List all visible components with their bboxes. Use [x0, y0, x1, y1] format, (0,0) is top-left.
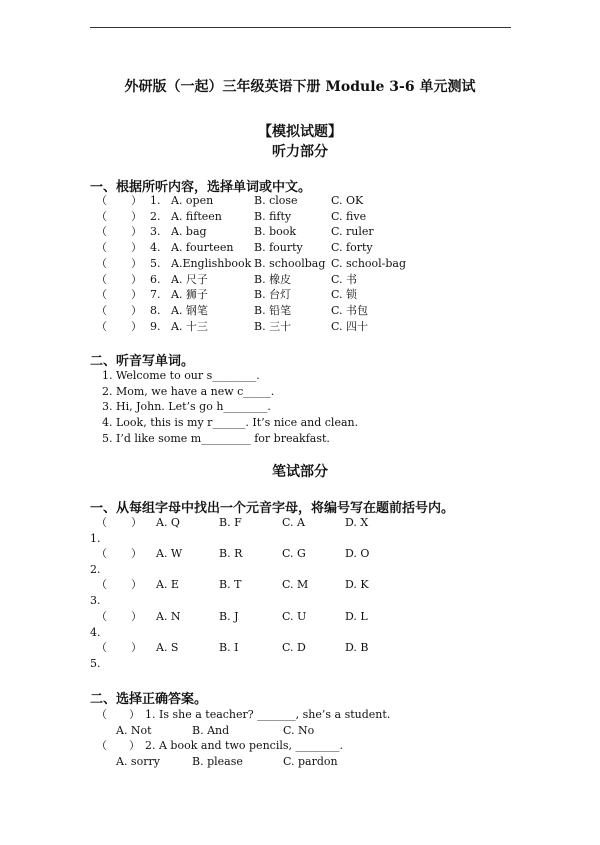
option-b: B. F [219, 516, 242, 529]
option-b: B. fifty [254, 209, 292, 223]
answer-bracket-open: （ [96, 209, 107, 223]
option-b: B. please [192, 755, 243, 768]
option-a: A. sorry [116, 755, 160, 768]
option-b: B. 台灯 [254, 288, 292, 302]
option-c: C. 书 [331, 272, 358, 286]
answer-bracket-open: （ [96, 547, 107, 561]
question-number: 1. [150, 194, 161, 207]
answer-bracket-close: ） [131, 194, 142, 207]
option-a: A. Q [156, 516, 180, 529]
option-a: A. E [156, 578, 179, 592]
answer-bracket-close: ） [131, 241, 142, 255]
answer-bracket-open: （ [96, 739, 107, 752]
option-b: B. And [192, 724, 230, 737]
option-c: C. A [282, 516, 305, 529]
answer-bracket-open: （ [96, 708, 107, 721]
option-a: A. fifteen [171, 209, 222, 223]
answer-bracket-open: （ [96, 578, 107, 592]
option-c: C. M [282, 578, 309, 592]
option-d: D. O [345, 547, 370, 561]
option-a: A. 狮子 [171, 288, 208, 302]
option-a: A. 钢笔 [171, 303, 208, 317]
answer-bracket-open: （ [96, 272, 107, 286]
answer-bracket-close: ） [131, 256, 142, 270]
option-a: A. Not [116, 724, 152, 737]
part1-heading: 一、根据所听内容，选择单词或中文。 [90, 180, 312, 195]
answer-bracket-close: ） [131, 319, 142, 333]
question-text: 1. Is she a teacher? _______, she’s a student. [145, 708, 391, 721]
question-number: 5. [150, 256, 161, 270]
option-b: B. close [254, 194, 298, 207]
question-number: 3. [150, 225, 161, 239]
question-number: 4. [150, 241, 161, 255]
section-label: 【模拟试题】 [258, 124, 342, 140]
option-b: B. I [219, 640, 239, 654]
dictation-item: 4. Look, this is my r______. It’s nice and clean. [102, 416, 359, 430]
dictation-item: 5. I’d like some m_________ for breakfast. [102, 431, 330, 445]
option-c: C. five [331, 209, 367, 223]
answer-bracket-close: ） [131, 303, 142, 317]
dictation-item: 1. Welcome to our s________. [102, 369, 260, 382]
document-title: 外研版（一起）三年级英语下册 Module 3-6 单元测试 [124, 79, 476, 95]
answer-bracket-close: ） [131, 516, 142, 529]
listening-title: 听力部分 [272, 144, 328, 160]
part2-heading: 二、听音写单词。 [90, 354, 195, 369]
option-c: C. 书包 [331, 303, 369, 317]
answer-bracket-close: ） [131, 209, 142, 223]
option-c: C. G [282, 547, 306, 561]
question-text: 2. A book and two pencils, ________. [145, 739, 343, 752]
writing-title: 笔试部分 [272, 464, 328, 480]
answer-bracket-close: ） [131, 640, 142, 654]
option-c: C. pardon [283, 755, 338, 768]
option-a: A. N [156, 609, 181, 623]
question-number: 6. [150, 272, 161, 286]
answer-bracket-close: ） [131, 288, 142, 302]
option-b: B. 三十 [254, 319, 292, 333]
dictation-item: 3. Hi, John. Let’s go h________. [102, 400, 271, 414]
answer-bracket-open: （ [96, 288, 107, 302]
option-a: A. open [171, 194, 214, 207]
option-c: C. ruler [331, 225, 374, 239]
option-a: A. S [156, 640, 179, 654]
question-number: 3. [90, 594, 101, 608]
answer-bracket-close: ） [129, 708, 140, 721]
answer-bracket-open: （ [96, 225, 107, 239]
question-number: 2. [150, 209, 161, 223]
option-b: B. J [219, 609, 239, 623]
answer-bracket-close: ） [131, 609, 142, 623]
answer-bracket-open: （ [96, 241, 107, 255]
dictation-item: 2. Mom, we have a new c_____. [102, 384, 275, 398]
option-c: C. school-bag [331, 256, 407, 270]
option-b: B. book [254, 225, 297, 239]
option-c: C. No [283, 724, 315, 737]
option-b: B. 铅笔 [254, 303, 292, 317]
question-number: 9. [150, 319, 161, 333]
question-number: 4. [90, 625, 101, 639]
answer-bracket-close: ） [131, 225, 142, 239]
option-b: B. T [219, 578, 242, 592]
answer-bracket-open: （ [96, 256, 107, 270]
option-d: D. K [345, 578, 369, 592]
answer-bracket-open: （ [96, 640, 107, 654]
question-number: 7. [150, 288, 161, 302]
question-number: 2. [90, 563, 101, 577]
option-b: B. 橡皮 [254, 272, 292, 286]
option-a: A. 尺子 [171, 272, 208, 286]
option-b: B. schoolbag [254, 256, 326, 270]
question-number: 5. [90, 656, 101, 670]
part4-heading: 二、选择正确答案。 [90, 692, 208, 707]
option-c: C. 锁 [331, 288, 358, 302]
answer-bracket-close: ） [129, 739, 140, 752]
option-c: C. 四十 [331, 319, 369, 333]
option-a: A. fourteen [171, 241, 234, 255]
answer-bracket-open: （ [96, 516, 107, 529]
option-d: D. L [345, 609, 368, 623]
answer-bracket-open: （ [96, 194, 107, 207]
option-d: D. B [345, 640, 369, 654]
option-b: B. fourty [254, 241, 303, 255]
top-rule [90, 27, 511, 28]
option-c: C. U [282, 609, 307, 623]
answer-bracket-close: ） [131, 547, 142, 561]
part3-heading: 一、从每组字母中找出一个元音字母，将编号写在题前括号内。 [90, 501, 455, 516]
question-number: 1. [90, 532, 101, 545]
option-c: C. OK [331, 194, 364, 207]
answer-bracket-close: ） [131, 578, 142, 592]
option-d: D. X [345, 516, 369, 529]
option-a: A. 十三 [171, 319, 208, 333]
answer-bracket-open: （ [96, 303, 107, 317]
option-c: C. D [282, 640, 306, 654]
option-b: B. R [219, 547, 243, 561]
option-a: A.Englishbook [171, 256, 252, 270]
answer-bracket-close: ） [131, 272, 142, 286]
answer-bracket-open: （ [96, 319, 107, 333]
option-c: C. forty [331, 241, 373, 255]
option-a: A. W [156, 547, 183, 561]
answer-bracket-open: （ [96, 609, 107, 623]
option-a: A. bag [171, 225, 207, 239]
question-number: 8. [150, 303, 161, 317]
